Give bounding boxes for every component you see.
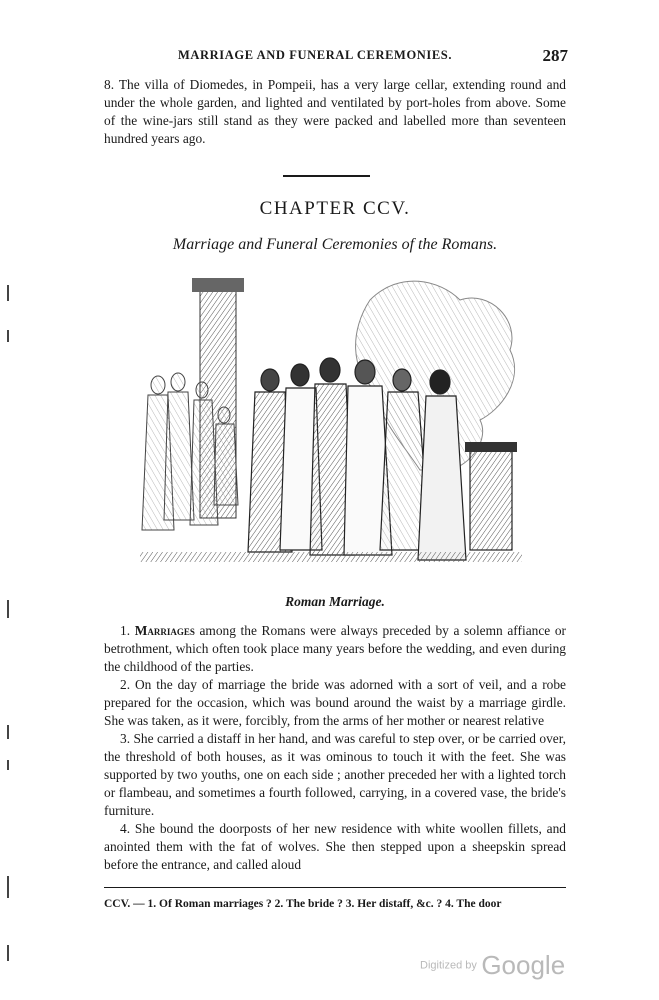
paragraph-1-lead-word: Marriages: [134, 623, 195, 638]
review-questions: CCV. — 1. Of Roman marriages ? 2. The bride ? 3. Her distaff, &c. ? 4. The door: [104, 898, 502, 910]
chapter-body: [104, 622, 566, 874]
chapter-subtitle: Marriage and Funeral Ceremonies of the Romans.: [172, 236, 498, 253]
margin-mark: [7, 725, 9, 739]
paragraph-2: 2. On the day of marriage the bride was adorned with a sort of veil, and a robe prepared for the occasion, which was bound around the waist by a marriage girdle. She was taken, as it were, forcibly, from the arms of her mother or nearest relative: [104, 677, 566, 728]
scan-margin-marks: [0, 0, 20, 1000]
digitized-watermark: [420, 950, 565, 981]
paragraph-3: 3. She carried a distaff in her hand, and was careful to step over, or be carried over, the threshold of both houses, as it was ominous to touch it with the feet. She was supported by two youths, one on each side ; another preceded her with a lighted torch or flambeau, and sometimes a fourth followed, carrying, in a covered vase, the bride's furniture.: [104, 731, 566, 818]
ground-shadow: [140, 552, 522, 562]
paragraph-1-text: among the Romans were always preceded by a solemn affiance or betrothment, which often took place many years before the wedding, and even during the childhood of the parties.: [104, 623, 566, 674]
paragraph-1: [104, 622, 566, 676]
wedding-figures: [248, 358, 466, 560]
illustration-caption: Roman Marriage.: [285, 594, 385, 609]
footnote-8: 8. The villa of Diomedes, in Pompeii, has a very large cellar, extending round and under the whole garden, and lighted and ventilated by port-holes from above. Some of the wine-jars still stand as they were packed and labelled more than seventeen hundred years ago.: [104, 77, 566, 146]
paragraph-1-number: 1.: [120, 623, 131, 638]
running-title: MARRIAGE AND FUNERAL CEREMONIES.: [178, 48, 453, 62]
margin-mark: [7, 945, 9, 961]
margin-mark: [7, 876, 9, 898]
watermark-brand: Google: [481, 950, 566, 980]
watermark-prefix: Digitized by: [420, 959, 477, 972]
altar-top: [465, 442, 517, 452]
section-divider: [283, 175, 370, 177]
column-capital: [192, 278, 244, 292]
roman-marriage-engraving: [140, 270, 522, 585]
altar: [470, 450, 512, 550]
page-number: 287: [542, 46, 568, 65]
running-head: [108, 46, 568, 68]
margin-mark: [7, 760, 9, 770]
margin-mark: [7, 285, 9, 301]
footer-rule: [104, 887, 566, 888]
chapter-heading: CHAPTER CCV.: [259, 198, 411, 219]
margin-mark: [7, 600, 9, 618]
paragraph-4: 4. She bound the doorposts of her new residence with white woollen fillets, and anointed them with the fat of wolves. She then stepped upon a sheepskin spread before the entrance, and called aloud: [104, 821, 566, 872]
margin-mark: [7, 330, 9, 342]
